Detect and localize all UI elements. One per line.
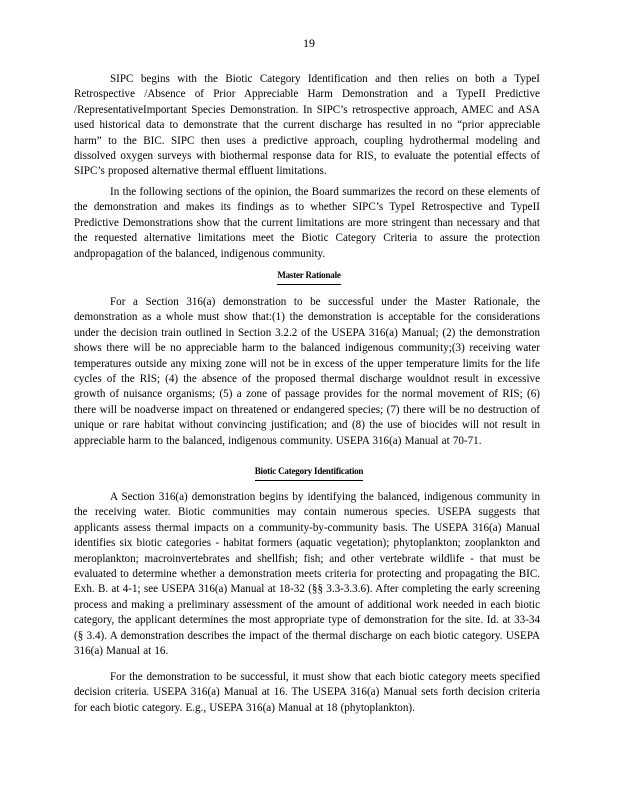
paragraph-following-sections: In the following sections of the opinion, the Board summarizes the record on these elements of the demonstration and makes its findings as to whether SIPC’s TypeI Retrospective and TypeII Predictive Demonstrations show that the current limitations are more stringent than necessary and that the requested alternative limitations meet the Biotic Category Criteria to assure the protection andpropagation of the balanced, indigenous community.: [74, 186, 540, 260]
heading-master-rationale: [0, 268, 618, 285]
heading-master-rationale-text: Master Rationale: [277, 268, 340, 285]
paragraph-master-rationale: For a Section 316(a) demonstration to be successful under the Master Rationale, the demonstration as a whole must show that:(1) the demonstration is acceptable for the considerations under the decision train outlined in Section 3.2.2 of the USEPA 316(a) Manual; (2) the demonstration shows there will be no appreciable harm to the balanced indigenous community;(3) receiving water temperatures outside any mixing zone will not be in excess of the upper temperature limits for the life cycles of the RIS; (4) the absence of the proposed thermal discharge wouldnot result in excessive growth of nuisance organisms; (5) a zone of passage provides for the normal movement of RIS; (6) there will be noadverse impact on threatened or endangered species; (7) there will be no destruction of unique or rare habitat without convincing justification; and (8) the use of biocides will not result in appreciable harm to the balanced, indigenous community. USEPA 316(a) Manual at 70-71.: [74, 296, 540, 447]
paragraph-biotic-approach: SIPC begins with the Biotic Category Identification and then relies on both a TypeI Retrospective /Absence of Prior Appreciable Harm Demonstration and a TypeII Predictive /RepresentativeImportant Species Demonstration. In SIPC’s retrospective approach, AMEC and ASA used historical data to demonstrate that the current discharge has resulted in no “prior appreciable harm” to the BIC. SIPC then uses a predictive approach, coupling hydrothermal modeling and dissolved oxygen surveys with biothermal response data for RIS, to evaluate the potential effects of SIPC’s proposed alternative thermal effluent limitations.: [74, 73, 540, 178]
heading-biotic-category: [0, 464, 618, 481]
paragraph-section-316a: A Section 316(a) demonstration begins by identifying the balanced, indigenous community in the receiving water. Biotic communities may contain numerous species. USEPA suggests that applicants assess thermal impacts on a community-by-community basis. The USEPA 316(a) Manual identifies six biotic categories - habitat formers (aquatic vegetation); phytoplankton; zooplankton and meroplankton; macroinvertebrates and shellfish; fish; and other vertebrate wildlife - that must be evaluated to determine whether a demonstration meets criteria for protecting and propagating the BIC. Exh. B. at 4-1; see USEPA 316(a) Manual at 18-32 (§§ 3.3-3.3.6). After completing the early screening process and making a preliminary assessment of the amount of additional work needed in each biotic category, the applicant determines the most appropriate type of demonstration for the site. Id. at 33-34 (§ 3.4). A demonstration describes the impact of the thermal discharge on each biotic category. USEPA 316(a) Manual at 16.: [74, 491, 540, 658]
heading-biotic-category-text: Biotic Category Identification: [255, 464, 363, 481]
page-number: 19: [303, 36, 315, 50]
paragraph-demonstration-success: For the demonstration to be successful, it must show that each biotic category meets specified decision criteria. USEPA 316(a) Manual at 16. The USEPA 316(a) Manual sets forth decision criteria for each biotic category. E.g., USEPA 316(a) Manual at 18 (phytoplankton).: [74, 671, 540, 714]
